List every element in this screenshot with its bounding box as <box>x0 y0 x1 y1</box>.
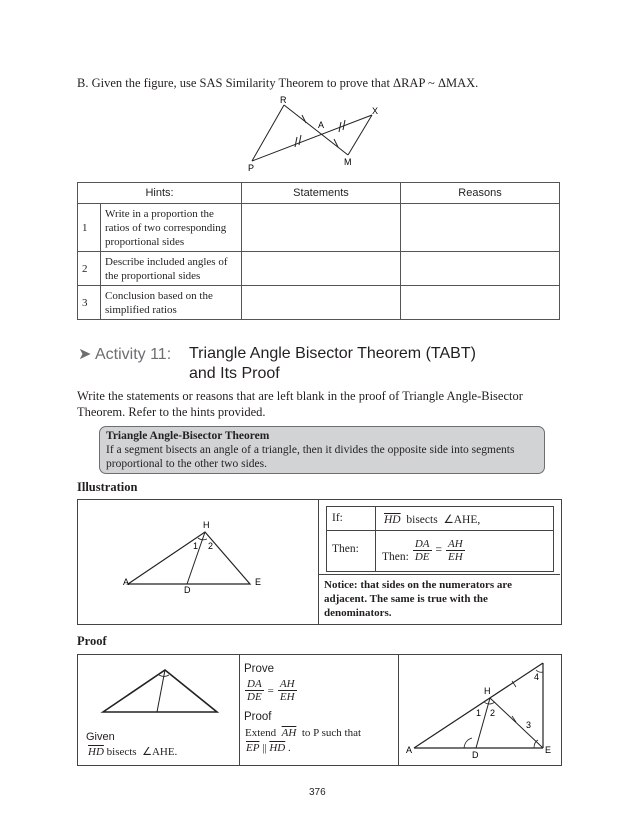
header-statements: Statements <box>242 183 401 204</box>
row-num: 1 <box>78 204 101 252</box>
activity-title <box>189 344 476 384</box>
proof-heading: Proof <box>77 634 107 648</box>
tick-pa-2 <box>299 135 301 145</box>
fraction-ah-eh <box>278 678 297 703</box>
header-reasons: Reasons <box>401 183 560 204</box>
illustration-triangle <box>110 512 280 597</box>
label-4: 4 <box>534 672 540 682</box>
label-2: 2 <box>490 708 496 718</box>
if-statement <box>384 512 480 526</box>
reason-cell[interactable] <box>401 286 560 320</box>
label-1: 1 <box>476 708 482 718</box>
frac-den: DE <box>247 691 262 703</box>
fraction-da-de <box>245 678 264 703</box>
triangle-ahe <box>128 532 250 584</box>
parallel-end: . <box>288 742 291 754</box>
statement-cell[interactable] <box>242 286 401 320</box>
page-number: 376 <box>309 787 326 798</box>
given-statement <box>88 745 177 758</box>
given-text: bisects <box>106 746 137 758</box>
angle-arc-d <box>464 738 472 748</box>
seg-rp <box>252 105 284 161</box>
table-row <box>78 204 560 252</box>
tick-pa-1 <box>295 137 297 147</box>
fraction-ah-eh <box>446 538 465 563</box>
label-3: 3 <box>526 720 532 730</box>
seg-rm <box>284 105 348 155</box>
angle-arc-e <box>534 740 538 748</box>
seg-xm <box>348 115 372 155</box>
illustration-divider <box>318 499 319 624</box>
proof-divider-1 <box>239 654 240 765</box>
frac-den: EH <box>448 550 463 563</box>
prove-statement <box>245 678 297 703</box>
seg-px <box>252 115 372 161</box>
notice-rule <box>318 574 560 575</box>
row-hint: Conclusion based on the simplified ratios <box>101 286 242 320</box>
label-h: H <box>484 686 491 696</box>
if-then-rule <box>326 530 553 531</box>
frac-num: AH <box>448 537 463 550</box>
extend-statement <box>245 727 361 739</box>
label-1: 1 <box>193 541 199 551</box>
intro-text: Write the statements or reasons that are left blank in the proof of Triangle Angle-Bisector Theorem. Refer to the hints provided. <box>77 389 523 419</box>
label-a: A <box>318 120 325 130</box>
label-2: 2 <box>208 541 214 551</box>
label-d: D <box>184 585 191 595</box>
proof-construction-figure <box>400 656 558 764</box>
frac-den: EH <box>279 691 295 703</box>
label-e: E <box>255 577 262 587</box>
equals-sign: = <box>267 684 274 697</box>
parallel-symbol: || <box>262 742 267 754</box>
activity-number: Activity 11: <box>94 346 172 363</box>
label-h: H <box>203 520 210 530</box>
triangle-outline <box>103 670 217 712</box>
row-hint: Write in a proportion the ratios of two corresponding proportional sides <box>101 204 242 252</box>
proof-label: Proof <box>244 711 272 723</box>
proof-divider-2 <box>398 654 399 765</box>
extend-segment: $\overline{AH}$ <box>281 727 297 739</box>
rap-max-figure <box>240 95 390 175</box>
reason-cell[interactable] <box>401 252 560 286</box>
row-hint: Describe included angles of the proportional sides <box>101 252 242 286</box>
hints-table <box>77 182 560 320</box>
header-hints: Hints: <box>78 183 242 204</box>
activity-title-line1: Triangle Angle Bisector Theorem (TABT) <box>189 345 476 362</box>
illustration-heading: Illustration <box>77 480 138 494</box>
row-num: 3 <box>78 286 101 320</box>
label-p: P <box>248 163 255 173</box>
theorem-title: Triangle Angle-Bisector Theorem <box>106 430 270 442</box>
angle-arc-h <box>484 702 495 704</box>
label-r: R <box>280 95 287 105</box>
given-angle: ∠AHE. <box>142 746 178 758</box>
if-then-divider <box>375 506 376 571</box>
extend-text: Extend <box>245 727 277 739</box>
parallel-seg-ep: $\overline{EP}$ <box>246 742 260 754</box>
table-row <box>78 286 560 320</box>
label-x: X <box>372 106 379 116</box>
statement-cell[interactable] <box>242 204 401 252</box>
arrow-icon: ➤ <box>78 346 92 363</box>
table-row <box>78 252 560 286</box>
then-inner: Then: <box>382 551 409 563</box>
seg-he <box>490 698 543 748</box>
frac-num: DA <box>414 537 430 550</box>
activity-title-line2: and Its Proof <box>189 365 280 382</box>
theorem-box <box>99 426 545 474</box>
label-a: A <box>406 745 413 755</box>
frac-num: DA <box>247 678 262 690</box>
then-statement <box>382 537 465 563</box>
statement-cell[interactable] <box>242 252 401 286</box>
prove-label: Prove <box>244 663 275 675</box>
if-text: bisects <box>406 514 438 526</box>
partB-instruction: B. Given the figure, use SAS Similarity Theorem to prove that ΔRAP ~ ΔMAX. <box>77 76 479 90</box>
activity-label <box>78 344 171 364</box>
frac-num: AH <box>279 678 295 690</box>
reason-cell[interactable] <box>401 204 560 252</box>
if-segment: $\overline{HD}$ <box>384 514 401 526</box>
frac-den: DE <box>414 550 430 563</box>
label-d: D <box>472 750 479 760</box>
given-segment: $\overline{HD}$ <box>88 746 104 758</box>
fraction-da-de <box>413 538 432 563</box>
if-angle: ∠AHE, <box>443 514 481 526</box>
theorem-text: If a segment bisects an angle of a triangle, then it divides the opposite side into segments proportional to the other two sides. <box>106 444 515 470</box>
notice-text: Notice: that sides on the numerators are adjacent. The same is true with the denominators. <box>324 579 512 619</box>
parallel-statement <box>246 742 291 754</box>
label-m: M <box>344 157 352 167</box>
then-label: Then: <box>332 543 359 555</box>
given-label: Given <box>86 731 115 743</box>
given-triangle <box>95 664 225 724</box>
extend-rest: to P such that <box>301 727 362 739</box>
label-e: E <box>545 745 552 755</box>
equals-sign: = <box>435 544 442 556</box>
label-a: A <box>123 577 130 587</box>
if-label: If: <box>332 512 343 524</box>
seg-ap <box>414 663 543 748</box>
row-num: 2 <box>78 252 101 286</box>
parallel-seg-hd: $\overline{HD}$ <box>269 742 286 754</box>
